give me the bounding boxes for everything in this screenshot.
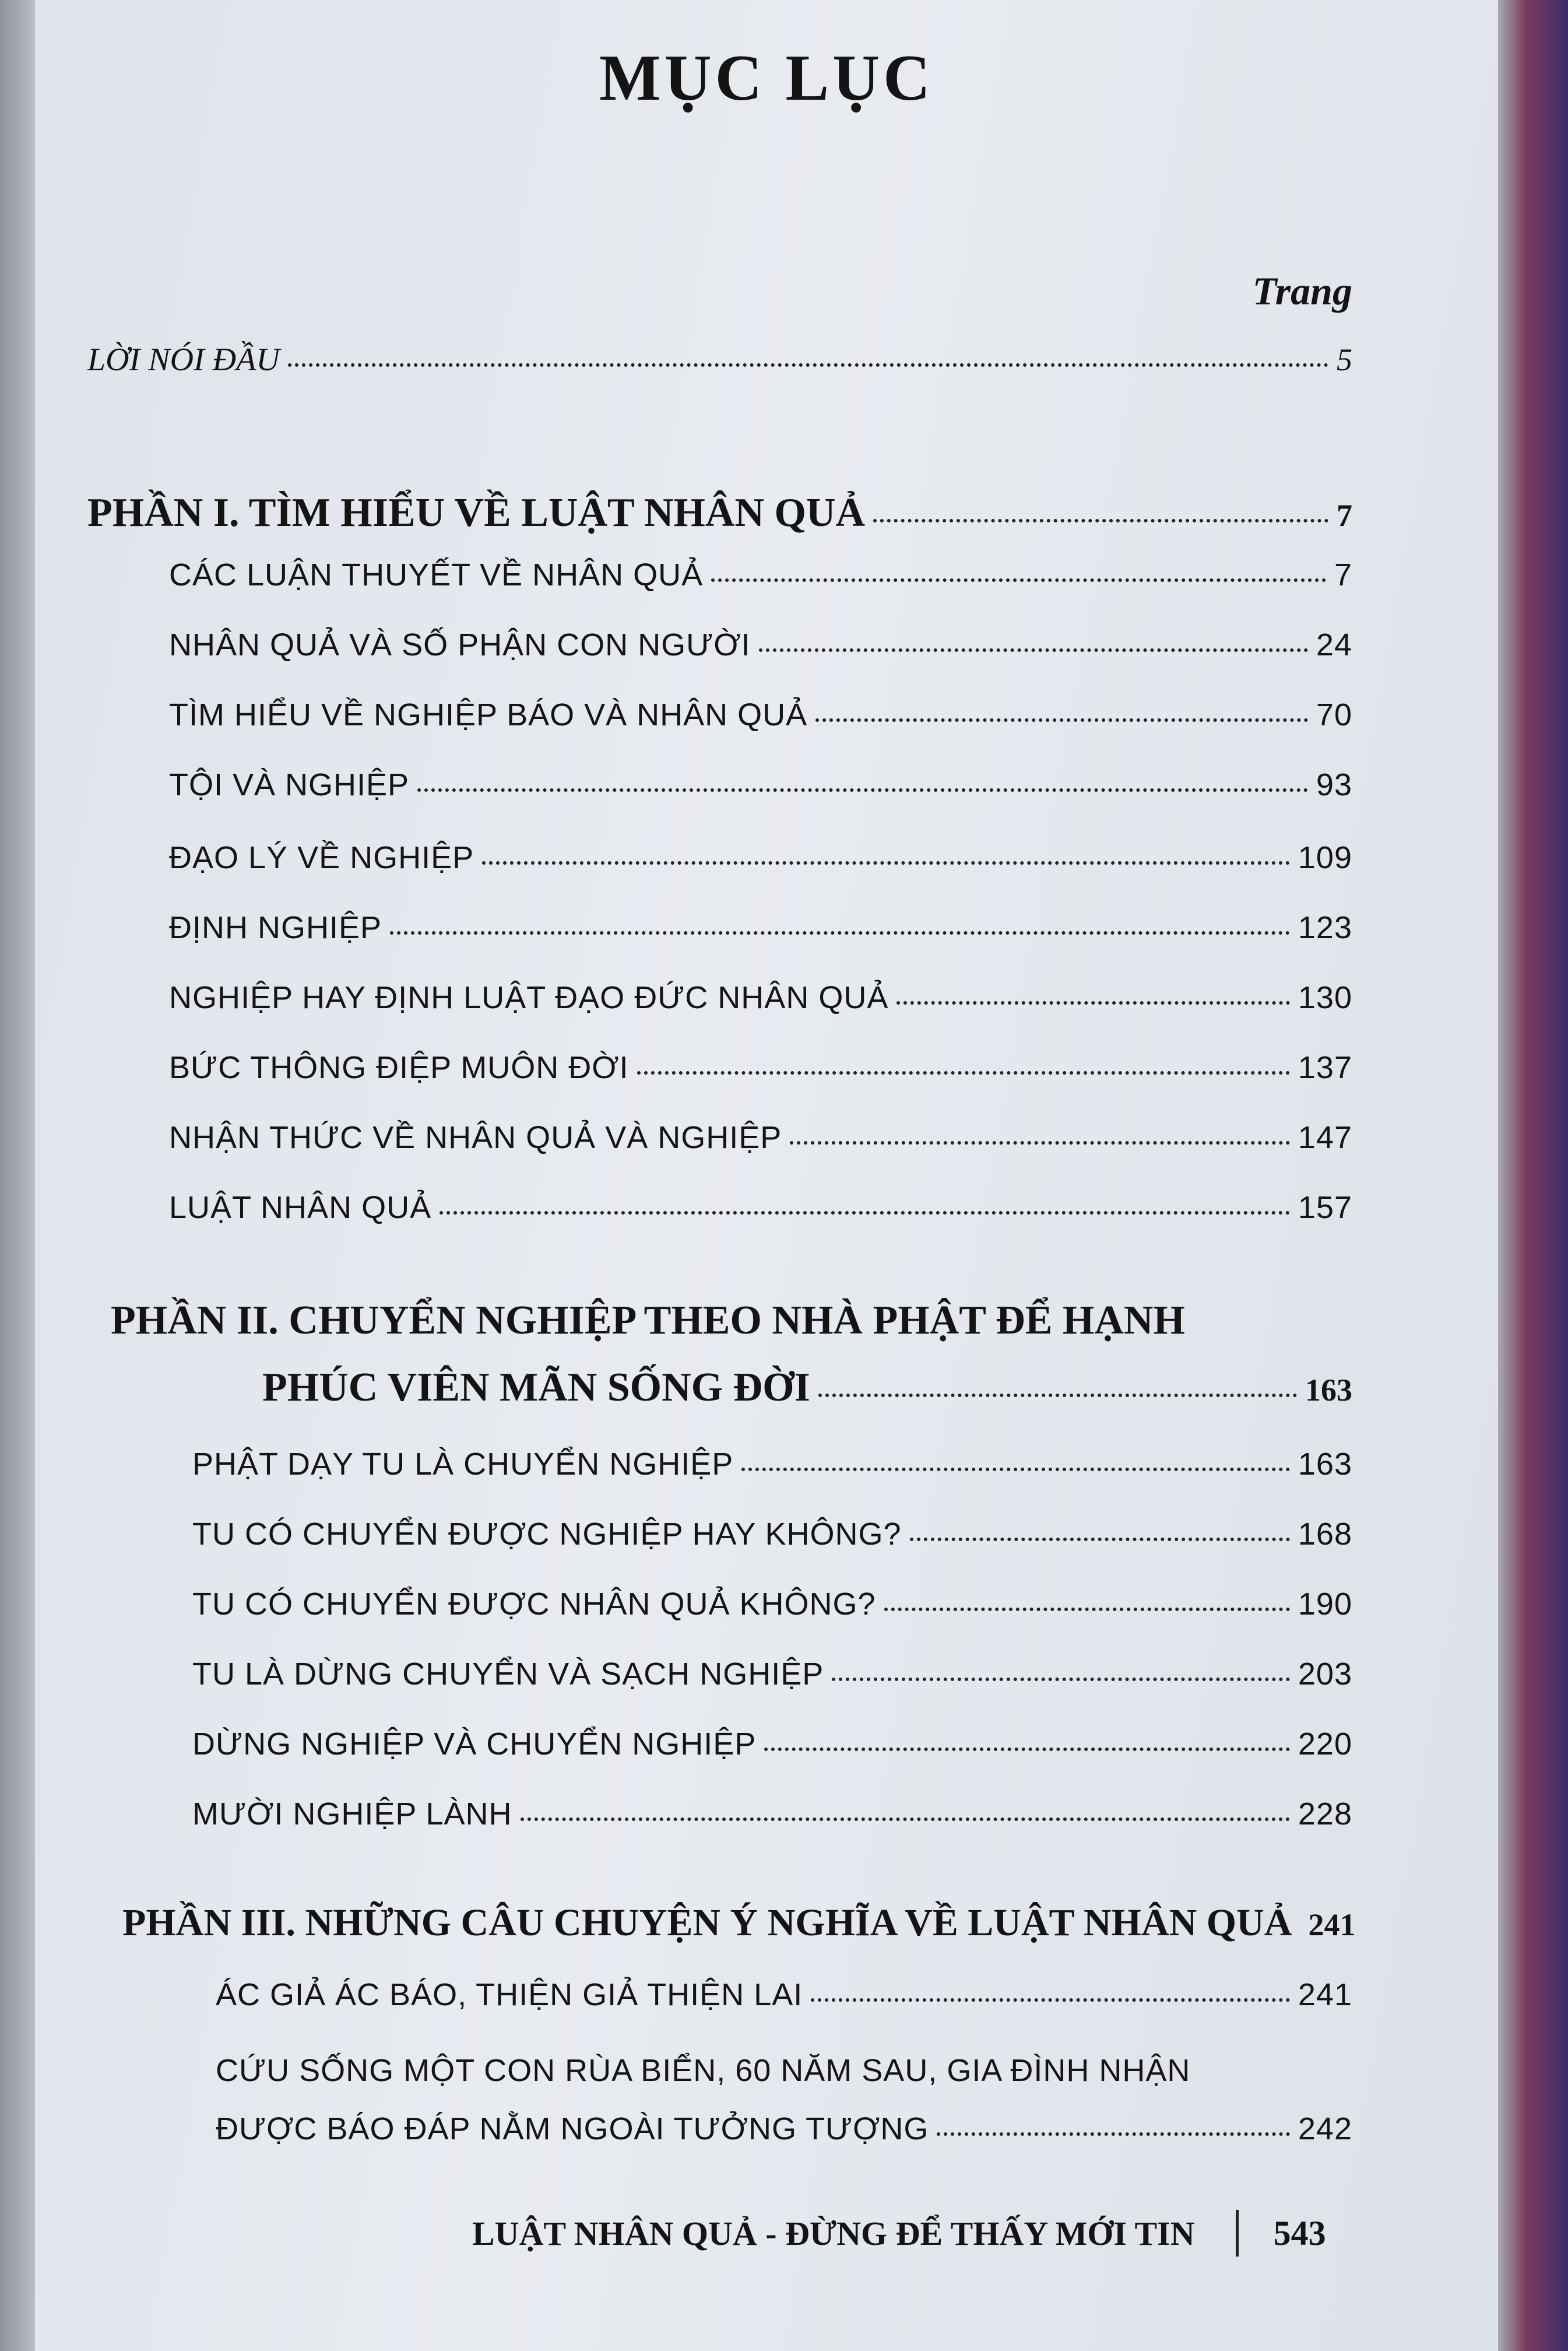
toc-entry-page: 5: [1337, 342, 1352, 377]
toc-entry-label: MƯỜI NGHIỆP LÀNH: [192, 1796, 512, 1831]
toc-title: MỤC LỤC: [599, 42, 934, 114]
toc-entry-label: TU LÀ DỪNG CHUYỂN VÀ SẠCH NGHIỆP: [192, 1657, 824, 1692]
toc-entry: [169, 1120, 1352, 1156]
toc-entry: [169, 697, 1352, 733]
toc-entry: [169, 980, 1352, 1016]
book-gutter-edge: [0, 0, 35, 2351]
dot-leader: [818, 1394, 1297, 1397]
part-title: PHẦN I. TÌM HIỂU VỀ LUẬT NHÂN QUẢ: [87, 490, 866, 535]
toc-entry-page: 147: [1298, 1120, 1352, 1155]
toc-entry: [192, 1446, 1352, 1482]
book-title: LUẬT NHÂN QUẢ - ĐỪNG ĐỂ THẤY MỚI TIN: [472, 2214, 1195, 2252]
toc-entry: [169, 910, 1352, 946]
dot-leader: [390, 931, 1290, 935]
toc-entry-page: 163: [1298, 1447, 1352, 1482]
toc-entry-line1: CỨU SỐNG MỘT CON RÙA BIỂN, 60 NĂM SAU, GIA ĐÌNH NHẬN: [216, 2053, 1191, 2088]
toc-entry-label: NHẬN THỨC VỀ NHÂN QUẢ VÀ NGHIỆP: [169, 1120, 782, 1155]
toc-entry: [216, 1977, 1352, 2013]
toc-entry: [169, 627, 1352, 663]
toc-entry: [192, 1516, 1352, 1552]
toc-entry: [192, 1796, 1352, 1832]
toc-entry-page: 157: [1298, 1190, 1352, 1225]
dot-leader: [741, 1468, 1290, 1471]
dot-leader: [440, 1211, 1290, 1215]
toc-entry-label: LỜI NÓI ĐẦU: [87, 342, 280, 378]
toc-entry: [216, 2111, 1352, 2147]
toc-entry-label: NHÂN QUẢ VÀ SỐ PHẬN CON NGƯỜI: [169, 627, 751, 662]
page-column-header: Trang: [1252, 269, 1352, 313]
dot-leader: [811, 1998, 1290, 2002]
dot-leader: [815, 718, 1308, 722]
part-title: PHÚC VIÊN MÃN SỐNG ĐỜI: [262, 1365, 810, 1410]
toc-entry: [169, 1050, 1352, 1086]
toc-entry: [192, 1726, 1352, 1762]
dot-leader: [288, 363, 1328, 367]
dot-leader: [896, 1001, 1290, 1005]
toc-entry-label: TÌM HIỂU VỀ NGHIỆP BÁO VÀ NHÂN QUẢ: [169, 697, 808, 732]
toc-entry-page: 220: [1298, 1727, 1352, 1762]
toc-entry-page: 130: [1298, 980, 1352, 1015]
toc-entry-label: ÁC GIẢ ÁC BÁO, THIỆN GIẢ THIỆN LAI: [216, 1977, 803, 2012]
toc-entry-page: 203: [1298, 1657, 1352, 1692]
toc-entry-label: DỪNG NGHIỆP VÀ CHUYỂN NGHIỆP: [192, 1727, 757, 1762]
toc-entry-label: NGHIỆP HAY ĐỊNH LUẬT ĐẠO ĐỨC NHÂN QUẢ: [169, 980, 889, 1015]
toc-entry-label: ĐẠO LÝ VỀ NGHIỆP: [169, 840, 474, 875]
toc-entry-label: TU CÓ CHUYỂN ĐƯỢC NGHIỆP HAY KHÔNG?: [192, 1517, 902, 1552]
book-cover-edge: [1498, 0, 1568, 2351]
toc-entry-label: TỘI VÀ NGHIỆP: [169, 767, 410, 802]
toc-entry-label: ĐƯỢC BÁO ĐÁP NẰM NGOÀI TƯỞNG TƯỢNG: [216, 2111, 929, 2146]
dot-leader: [711, 578, 1326, 582]
toc-entry-page: 241: [1298, 1977, 1352, 2012]
dot-leader: [637, 1071, 1290, 1075]
toc-entry-label: TU CÓ CHUYỂN ĐƯỢC NHÂN QUẢ KHÔNG?: [192, 1587, 876, 1622]
page-footer: [472, 2210, 1326, 2257]
part-page: 163: [1305, 1373, 1352, 1408]
toc-entry-page: 7: [1334, 557, 1352, 592]
toc-part-3: [122, 1901, 1356, 1945]
toc-entry-page: 109: [1298, 840, 1352, 875]
dot-leader: [482, 861, 1290, 865]
part-title: PHẦN III. NHỮNG CÂU CHUYỆN Ý NGHĨA VỀ LUẬT NHÂN QUẢ: [122, 1901, 1292, 1944]
footer-divider: [1236, 2210, 1239, 2257]
dot-leader: [884, 1608, 1290, 1611]
toc-entry-page: 123: [1298, 910, 1352, 945]
toc-entry: [169, 557, 1352, 593]
toc-part-1: [87, 490, 1352, 536]
page-number: 543: [1273, 2213, 1326, 2252]
dot-leader: [937, 2132, 1289, 2136]
dot-leader: [790, 1141, 1290, 1145]
toc-entry-page: 24: [1316, 627, 1352, 662]
part-page: 7: [1337, 498, 1352, 533]
dot-leader: [521, 1817, 1290, 1821]
toc-part-2: [262, 1364, 1352, 1411]
dot-leader: [832, 1678, 1290, 1681]
toc-entry-page: 137: [1298, 1050, 1352, 1085]
dot-leader: [759, 648, 1308, 652]
part-page: 241: [1308, 1907, 1356, 1942]
part-2-title-line1: PHẦN II. CHUYỂN NGHIỆP THEO NHÀ PHẬT ĐỂ HẠNH: [111, 1298, 1185, 1343]
dot-leader: [764, 1748, 1290, 1751]
toc-entry-page: 242: [1298, 2111, 1352, 2146]
dot-leader: [873, 519, 1328, 522]
toc-entry-page: 70: [1316, 697, 1352, 732]
toc-entry: [192, 1586, 1352, 1622]
toc-entry: [169, 1189, 1352, 1226]
toc-entry-label: ĐỊNH NGHIỆP: [169, 910, 382, 945]
toc-entry-intro: [87, 341, 1352, 378]
toc-entry-label: PHẬT DẠY TU LÀ CHUYỂN NGHIỆP: [192, 1447, 734, 1482]
toc-entry-page: 93: [1316, 767, 1352, 802]
toc-entry: [169, 767, 1352, 803]
toc-entry-label: CÁC LUẬN THUYẾT VỀ NHÂN QUẢ: [169, 557, 704, 592]
book-page: [35, 0, 1498, 2351]
toc-entry-label: LUẬT NHÂN QUẢ: [169, 1190, 432, 1225]
dot-leader: [417, 788, 1308, 792]
dot-leader: [910, 1538, 1290, 1541]
toc-entry: [192, 1656, 1352, 1692]
toc-entry-page: 168: [1298, 1517, 1352, 1552]
toc-entry-page: 228: [1298, 1796, 1352, 1831]
toc-entry-page: 190: [1298, 1587, 1352, 1622]
toc-entry-label: BỨC THÔNG ĐIỆP MUÔN ĐỜI: [169, 1050, 629, 1085]
toc-entry: [169, 840, 1352, 876]
